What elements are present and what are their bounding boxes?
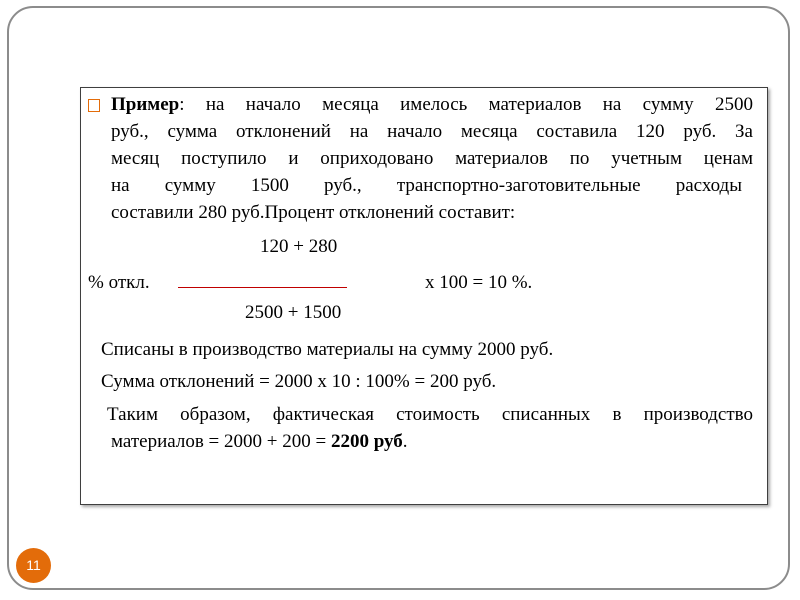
formula-numerator: 120 + 280 xyxy=(260,236,338,257)
example-line-2: руб., сумма отклонений на начало месяца составила 120 руб. За xyxy=(111,121,753,142)
bullet-square-icon xyxy=(88,99,100,112)
conclusion-prefix: материалов = 2000 + 200 = xyxy=(111,431,331,452)
example-line-5: составили 280 руб.Процент отклонений составит: xyxy=(111,202,516,223)
conclusion-end: . xyxy=(402,431,408,452)
formula-denominator: 2500 + 1500 xyxy=(245,302,342,323)
conclusion-total: 2200 руб xyxy=(330,431,403,452)
example-line-3: месяц поступило и оприходовано материалов по учетным ценам xyxy=(111,148,753,169)
formula-multiplier: х 100 = 10 %. xyxy=(425,272,533,293)
result-deviation-sum: Сумма отклонений = 2000 х 10 : 100% = 200 руб. xyxy=(101,371,497,392)
example-line-1-text: : на начало месяца имелось материалов на сумму 2500 xyxy=(179,94,753,115)
example-line-1 xyxy=(111,94,753,116)
example-label: Пример xyxy=(111,94,180,115)
result-conclusion-line-1: Таким образом, фактическая стоимость списанных в производство xyxy=(107,404,753,425)
page-number-badge: 11 xyxy=(16,548,51,583)
result-conclusion-line-2 xyxy=(111,431,408,453)
example-line-4: на сумму 1500 руб., транспортно-заготовительные расходы xyxy=(111,175,742,196)
fraction-bar xyxy=(178,287,347,288)
result-written-off: Списаны в производство материалы на сумму 2000 руб. xyxy=(101,339,554,360)
formula-prefix: % откл. xyxy=(88,272,150,293)
